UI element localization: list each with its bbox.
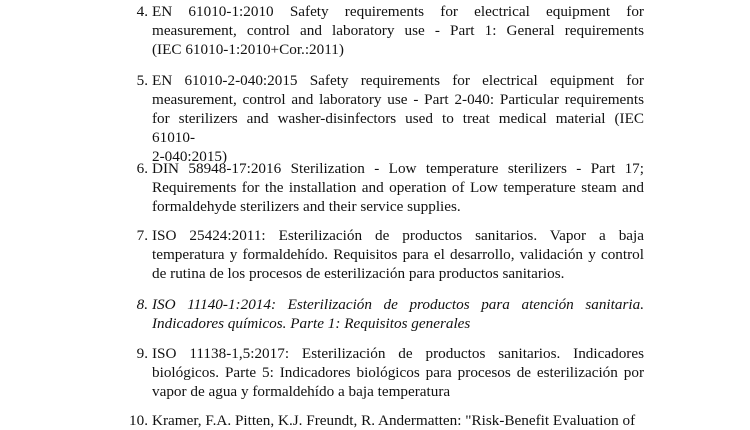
reference-line: ISO 11138-1,5:2017: Esterilización de productos sanitarios. Indicadores (152, 345, 644, 362)
reference-text (152, 411, 644, 430)
reference-line: for sterilizers and washer-disinfectors used to treat medical material (IEC 61010- (152, 110, 644, 146)
reference-text (152, 344, 644, 401)
reference-number: 6. (136, 160, 148, 177)
reference-number: 5. (136, 72, 148, 89)
reference-line: measurement, control and laboratory use - Part 2-040: Particular requirements (152, 91, 644, 108)
reference-line: temperatura y formaldehído. Requisitos para el desarrollo, validación y control (152, 246, 644, 263)
reference-item-5 (118, 71, 644, 166)
reference-line: Kramer, F.A. Pitten, K.J. Freundt, R. Andermatten: "Risk-Benefit Evaluation of (152, 412, 636, 429)
reference-line: de rutina de los procesos de esterilización para productos sanitarios. (152, 265, 565, 282)
reference-line: Requirements for the installation and operation of Low temperature steam and (152, 179, 644, 196)
reference-item-8 (118, 295, 644, 333)
reference-line: EN 61010-1:2010 Safety requirements for electrical equipment for (152, 3, 644, 20)
reference-line: (IEC 61010-1:2010+Cor.:2011) (152, 41, 344, 58)
reference-line: EN 61010-2-040:2015 Safety requirements for electrical equipment for (152, 72, 644, 89)
reference-text (152, 295, 644, 333)
reference-line: ISO 11140-1:2014: Esterilización de productos para atención sanitaria. (152, 296, 644, 313)
reference-text (152, 2, 644, 59)
reference-text (152, 226, 644, 283)
reference-number: 8. (136, 296, 148, 313)
reference-number: 7. (136, 227, 148, 244)
reference-number: 4. (136, 3, 148, 20)
reference-item-4 (118, 2, 644, 59)
reference-line: measurement, control and laboratory use - Part 1: General requirements (152, 22, 644, 39)
reference-line: DIN 58948-17:2016 Sterilization - Low temperature sterilizers - Part 17; (152, 160, 644, 177)
reference-line: vapor de agua y formaldehído a baja temperatura (152, 383, 451, 400)
reference-line: 2-040:2015) (152, 148, 228, 165)
reference-text (152, 159, 644, 216)
reference-line: Indicadores químicos. Parte 1: Requisitos generales (152, 315, 471, 332)
reference-number: 9. (136, 345, 148, 362)
reference-line: formaldehyde sterilizers and their service supplies. (152, 198, 461, 215)
reference-item-10 (118, 411, 644, 430)
reference-number: 10. (129, 412, 148, 429)
reference-line: biológicos. Parte 5: Indicadores biológicos para procesos de esterilización por (152, 364, 644, 381)
reference-item-9 (118, 344, 644, 401)
reference-item-6 (118, 159, 644, 216)
reference-line: ISO 25424:2011: Esterilización de productos sanitarios. Vapor a baja (152, 227, 644, 244)
reference-text (152, 71, 644, 166)
reference-item-7 (118, 226, 644, 283)
